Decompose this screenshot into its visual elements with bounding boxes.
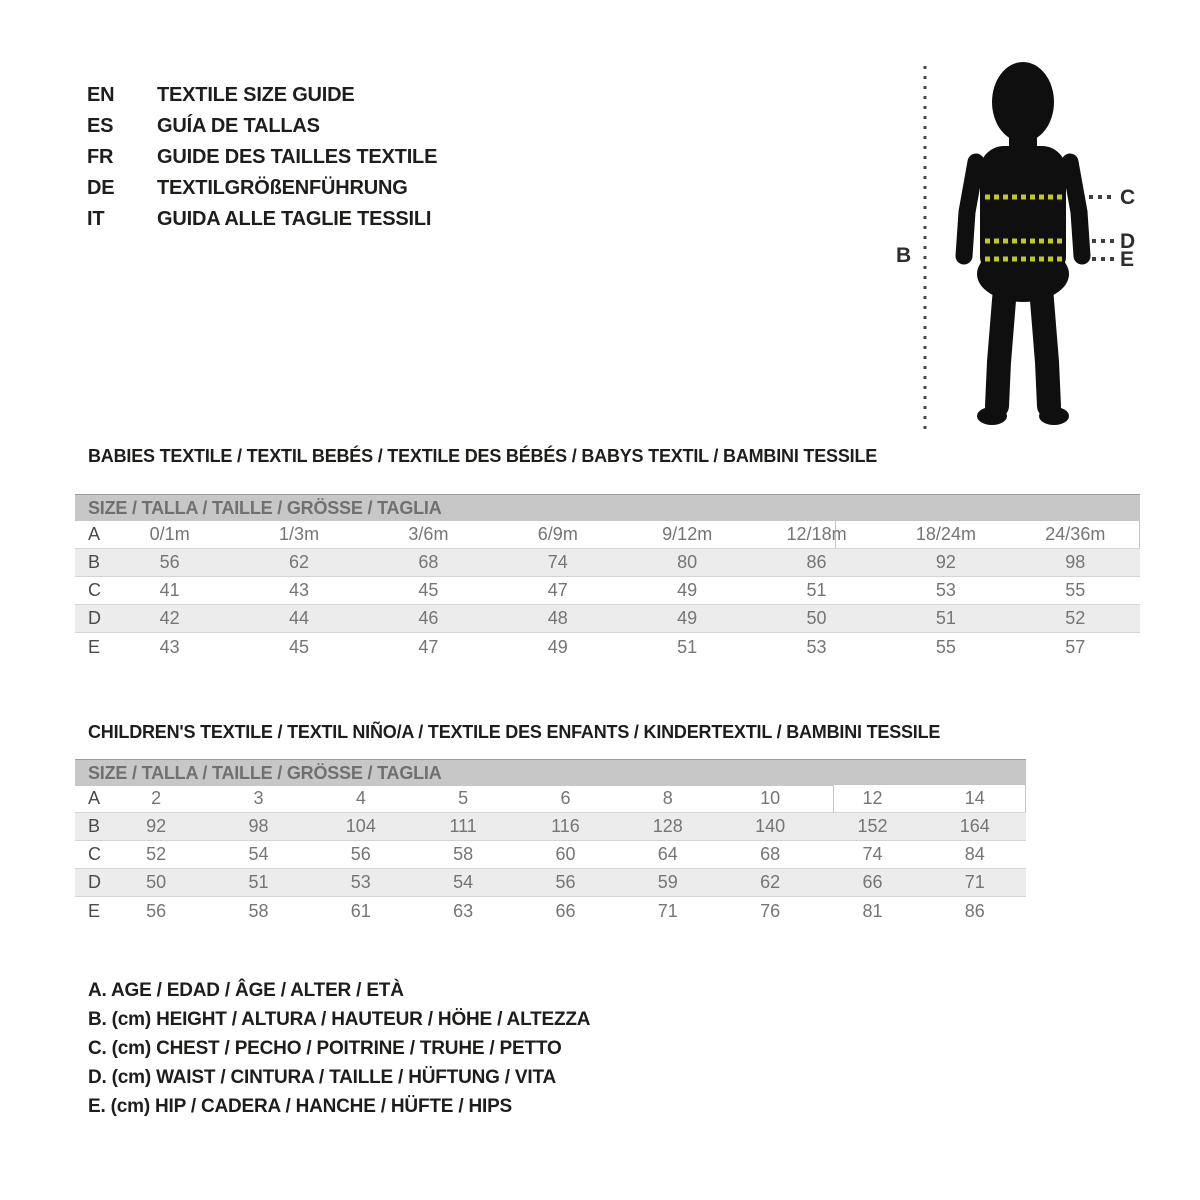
language-code: FR xyxy=(87,146,114,168)
table-cell: 53 xyxy=(935,580,956,600)
measurement-figure xyxy=(870,50,1170,450)
table-cell: 43 xyxy=(289,580,310,600)
children-size-table xyxy=(75,785,1026,925)
table-cell: 62 xyxy=(289,552,310,572)
table-cell: 68 xyxy=(418,552,439,572)
table-cell: 60 xyxy=(555,844,576,864)
language-title: GUÍA DE TALLAS xyxy=(157,115,320,137)
table-row xyxy=(75,549,1140,577)
table-cell: 14 xyxy=(964,788,985,808)
table-cell: 54 xyxy=(248,844,269,864)
table-cell: 152 xyxy=(857,816,888,836)
table-cell: 0/1m xyxy=(149,524,190,544)
legend-line: A. AGE / EDAD / ÂGE / ALTER / ETÀ xyxy=(88,979,404,1001)
table-cell: 59 xyxy=(657,872,678,892)
table-cell: 46 xyxy=(418,608,439,628)
table-cell: 5 xyxy=(458,788,469,808)
language-row xyxy=(87,204,437,235)
table-cell: 56 xyxy=(159,552,180,572)
babies-size-section xyxy=(75,446,1140,666)
table-cell: 140 xyxy=(755,816,786,836)
table-cell: 3/6m xyxy=(408,524,449,544)
table-cell: 41 xyxy=(159,580,180,600)
table-row xyxy=(75,841,1026,869)
table-cell: 63 xyxy=(453,900,474,921)
table-cell: 128 xyxy=(652,816,683,836)
table-cell: 86 xyxy=(806,552,827,572)
table-cell: 104 xyxy=(345,816,376,836)
table-cell: 54 xyxy=(453,872,474,892)
table-cell: 66 xyxy=(862,872,883,892)
table-cell: 6/9m xyxy=(537,524,578,544)
table-cell: 52 xyxy=(146,844,167,864)
table-cell: 76 xyxy=(760,900,781,921)
row-label: E xyxy=(88,900,101,921)
table-cell: 44 xyxy=(289,608,310,628)
table-cell: 47 xyxy=(547,580,568,600)
table-cell: 53 xyxy=(350,872,371,892)
babies-size-header-bar: SIZE / TALLA / TAILLE / GRÖSSE / TAGLIA xyxy=(75,494,1140,521)
table-cell: 47 xyxy=(418,636,439,657)
table-cell: 66 xyxy=(555,900,576,921)
language-code: DE xyxy=(87,177,115,199)
child-silhouette-diagram xyxy=(870,50,1170,450)
language-row xyxy=(87,111,437,142)
table-cell: 58 xyxy=(453,844,474,864)
table-cell: 12 xyxy=(862,788,883,808)
table-cell: 45 xyxy=(418,580,439,600)
language-row xyxy=(87,80,437,111)
table-cell: 51 xyxy=(248,872,269,892)
table-cell: 42 xyxy=(159,608,180,628)
language-title: TEXTILGRÖßENFÜHRUNG xyxy=(157,177,408,199)
table-cell: 74 xyxy=(862,844,883,864)
row-label: A xyxy=(88,524,101,544)
language-code: EN xyxy=(87,84,115,106)
language-row xyxy=(87,142,437,173)
hip-label: E xyxy=(1120,248,1135,271)
table-cell: 10 xyxy=(760,788,781,808)
table-cell: 50 xyxy=(806,608,827,628)
table-row xyxy=(75,897,1026,925)
row-label: C xyxy=(88,844,101,864)
legend-line: E. (cm) HIP / CADERA / HANCHE / HÜFTE / HIPS xyxy=(88,1095,513,1117)
language-title: GUIDE DES TAILLES TEXTILE xyxy=(157,146,438,168)
children-size-section xyxy=(75,722,1026,932)
row-label: C xyxy=(88,580,101,600)
table-cell: 24/36m xyxy=(1045,524,1106,544)
table-cell: 4 xyxy=(355,788,366,808)
table-cell: 71 xyxy=(657,900,678,921)
table-cell: 55 xyxy=(1065,580,1086,600)
table-cell: 86 xyxy=(964,900,985,921)
table-cell: 81 xyxy=(862,900,883,921)
table-row xyxy=(75,605,1140,633)
language-list xyxy=(87,80,437,235)
children-section-title: CHILDREN'S TEXTILE / TEXTIL NIÑO/A / TEXTILE DES ENFANTS / KINDERTEXTIL / BAMBINI TESSILE xyxy=(88,722,941,742)
table-cell: 58 xyxy=(248,900,269,921)
row-label: A xyxy=(88,788,101,808)
table-cell: 62 xyxy=(760,872,781,892)
table-cell: 52 xyxy=(1065,608,1086,628)
language-title: GUIDA ALLE TAGLIE TESSILI xyxy=(157,208,432,230)
table-cell: 80 xyxy=(677,552,698,572)
table-cell: 84 xyxy=(964,844,985,864)
table-cell: 51 xyxy=(806,580,827,600)
table-cell: 9/12m xyxy=(662,524,713,544)
table-row xyxy=(75,785,1026,813)
waist-label: D xyxy=(1120,230,1136,253)
table-cell: 71 xyxy=(964,872,985,892)
table-cell: 45 xyxy=(289,636,310,657)
table-cell: 98 xyxy=(1065,552,1086,572)
table-cell: 51 xyxy=(935,608,956,628)
row-label: D xyxy=(88,608,101,628)
row-label: E xyxy=(88,636,101,657)
row-label: D xyxy=(88,872,101,892)
table-cell: 12/18m xyxy=(786,524,847,544)
table-cell: 50 xyxy=(146,872,167,892)
table-cell: 56 xyxy=(146,900,167,921)
table-cell: 8 xyxy=(662,788,673,808)
table-cell: 98 xyxy=(248,816,269,836)
table-cell: 61 xyxy=(350,900,371,921)
language-row xyxy=(87,173,437,204)
table-cell: 43 xyxy=(159,636,180,657)
row-label: B xyxy=(88,552,101,572)
table-cell: 49 xyxy=(677,580,698,600)
table-cell: 68 xyxy=(760,844,781,864)
table-cell: 1/3m xyxy=(279,524,320,544)
row-label: B xyxy=(88,816,101,836)
table-cell: 2 xyxy=(151,788,162,808)
table-cell: 6 xyxy=(560,788,571,808)
table-cell: 116 xyxy=(551,816,580,836)
table-cell: 111 xyxy=(449,816,477,836)
table-cell: 74 xyxy=(547,552,568,572)
language-code: IT xyxy=(87,208,105,230)
height-label: B xyxy=(896,244,912,267)
legend-line: C. (cm) CHEST / PECHO / POITRINE / TRUHE / PETTO xyxy=(88,1037,562,1059)
legend-line: B. (cm) HEIGHT / ALTURA / HAUTEUR / HÖHE / ALTEZZA xyxy=(88,1008,591,1030)
legend-list xyxy=(88,976,590,1121)
table-cell: 56 xyxy=(555,872,576,892)
chest-label: C xyxy=(1120,186,1136,209)
table-cell: 57 xyxy=(1065,636,1086,657)
babies-size-table xyxy=(75,521,1140,661)
language-title: TEXTILE SIZE GUIDE xyxy=(157,84,355,106)
table-row xyxy=(75,633,1140,661)
table-cell: 18/24m xyxy=(915,524,976,544)
table-cell: 51 xyxy=(677,636,698,657)
language-code: ES xyxy=(87,115,114,137)
children-size-header-bar: SIZE / TALLA / TAILLE / GRÖSSE / TAGLIA xyxy=(75,759,1026,786)
table-cell: 53 xyxy=(806,636,827,657)
table-row xyxy=(75,577,1140,605)
table-cell: 164 xyxy=(959,816,990,836)
table-cell: 48 xyxy=(547,608,568,628)
table-cell: 56 xyxy=(350,844,371,864)
legend-line: D. (cm) WAIST / CINTURA / TAILLE / HÜFTUNG / VITA xyxy=(88,1066,556,1088)
table-cell: 49 xyxy=(677,608,698,628)
table-row xyxy=(75,521,1140,549)
table-cell: 55 xyxy=(935,636,956,657)
table-cell: 49 xyxy=(547,636,568,657)
table-cell: 3 xyxy=(253,788,264,808)
table-cell: 64 xyxy=(657,844,678,864)
babies-section-title: BABIES TEXTILE / TEXTIL BEBÉS / TEXTILE DES BÉBÉS / BABYS TEXTIL / BAMBINI TESSILE xyxy=(88,446,878,466)
table-cell: 92 xyxy=(146,816,167,836)
table-row xyxy=(75,813,1026,841)
table-row xyxy=(75,869,1026,897)
table-cell: 92 xyxy=(935,552,956,572)
